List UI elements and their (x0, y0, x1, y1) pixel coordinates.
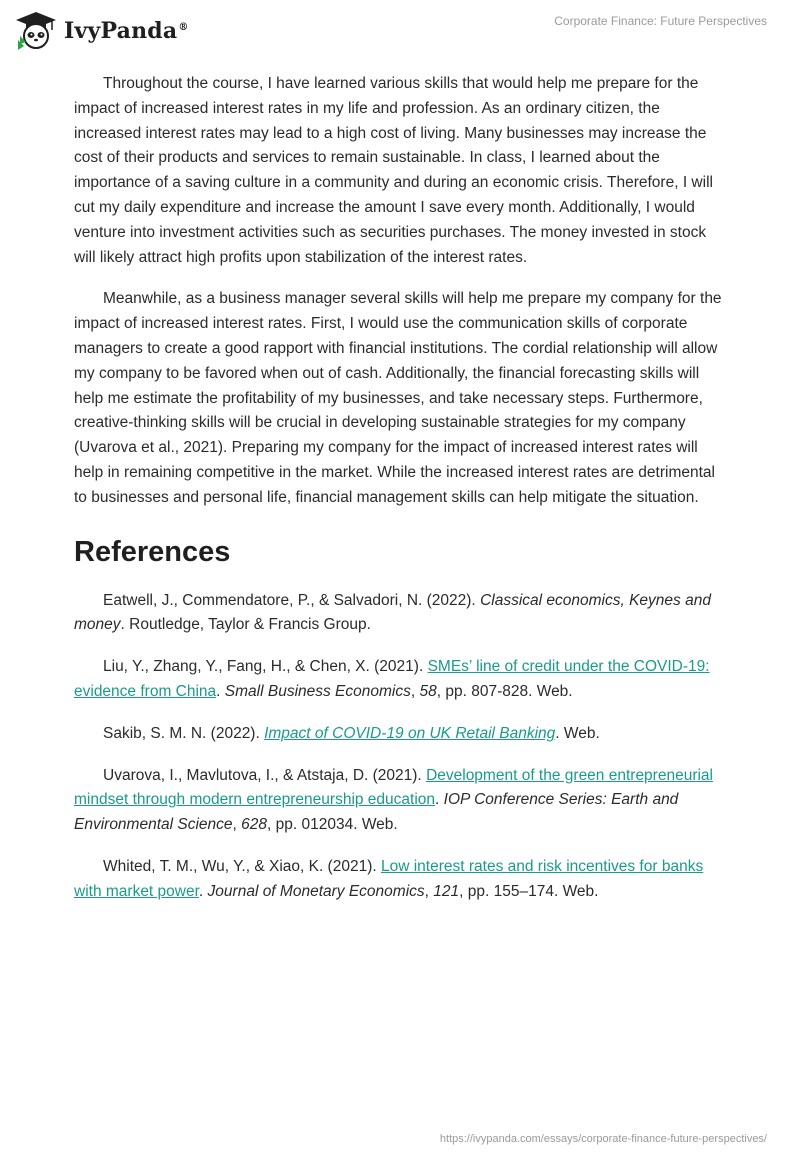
references-heading: References (74, 535, 231, 568)
journal-title: IOP Conference Series: Earth and Environmental Science (74, 791, 679, 834)
body-paragraph: Throughout the course, I have learned various skills that would help me prepare for the impact of increased interest rates in my life and profession. As an ordinary citizen, the increased interest rates may lead to a high cost of living. Many businesses may increase the cost of their products and services to remain sustainable. In class, I learned about the importance of a saving culture in a community and during an economic crisis. Therefore, I will cut my daily expenditure and increase the amount I save every month. Additionally, I would venture into investment activities such as securities purchases. The money invested in stock will likely attract high profits upon stabilization of the interest rates. (74, 75, 713, 266)
reference-item: Liu, Y., Zhang, Y., Fang, H., & Chen, X. (2021). SMEs’ line of credit under the COVID-19: evidence from China. Small Business Economics, 58, pp. 807-828. Web. (74, 658, 710, 700)
reference-item: Uvarova, I., Mavlutova, I., & Atstaja, D. (2021). Development of the green entrepreneurial mindset through modern entrepreneurship education. IOP Conference Series: Earth and Environmental Science, 628, pp. 012034. Web. (74, 766, 713, 834)
reference-title: Classical economics, Keynes and money (74, 591, 711, 634)
registered-mark: ® (178, 21, 189, 33)
document-title: Corporate Finance: Future Perspectives (554, 14, 767, 28)
reference-link[interactable]: Development of the green entrepreneurial mindset through modern entrepreneurship education (74, 766, 713, 809)
reference-item: Whited, T. M., Wu, Y., & Xiao, K. (2021). Low interest rates and risk incentives for banks with market power. Journal of Monetary Economics, 121, pp. 155–174. Web. (74, 857, 704, 900)
essay-content (74, 72, 724, 922)
journal-title: Journal of Monetary Economics (207, 882, 425, 900)
body-paragraph: Meanwhile, as a business manager several skills will help me prepare my company for the impact of increased interest rates. First, I would use the communication skills of corporate managers to create a good rapport with financial institutions. The cordial relationship will allow my company to be favored when out of cash. Additionally, the financial forecasting skills will help me estimate the profitability of my businesses, and take necessary steps. Furthermore, creative-thinking skills will be crucial in developing sustainable strategies for my company (Uvarova et al., 2021). Preparing my company for the impact of increased interest rates will help in remaining competitive in the market. While the increased interest rates are detrimental to businesses and personal life, financial management skills can help mitigate the situation. (74, 290, 722, 506)
logo-text: IvyPanda® (64, 18, 189, 44)
volume: 628 (241, 816, 268, 834)
reference-item: Sakib, S. M. N. (2022). Impact of COVID-19 on UK Retail Banking. Web. (103, 724, 600, 742)
footer-url[interactable]: https://ivypanda.com/essays/corporate-finance-future-perspectives/ (439, 1133, 767, 1145)
reference-link[interactable]: Low interest rates and risk incentives for banks with market power (74, 857, 704, 900)
volume: 58 (419, 682, 437, 700)
reference-item: Eatwell, J., Commendatore, P., & Salvadori, N. (2022). Classical economics, Keynes and money. Routledge, Taylor & Francis Group. (74, 591, 711, 634)
logo[interactable] (14, 10, 189, 52)
journal-title: Small Business Economics (224, 682, 411, 700)
volume: 121 (433, 882, 460, 900)
reference-link[interactable]: SMEs’ line of credit under the COVID-19: evidence from China (74, 658, 710, 700)
panda-logo-icon (14, 10, 58, 52)
reference-link[interactable]: Impact of COVID-19 on UK Retail Banking (264, 724, 556, 742)
page-header (0, 0, 800, 60)
